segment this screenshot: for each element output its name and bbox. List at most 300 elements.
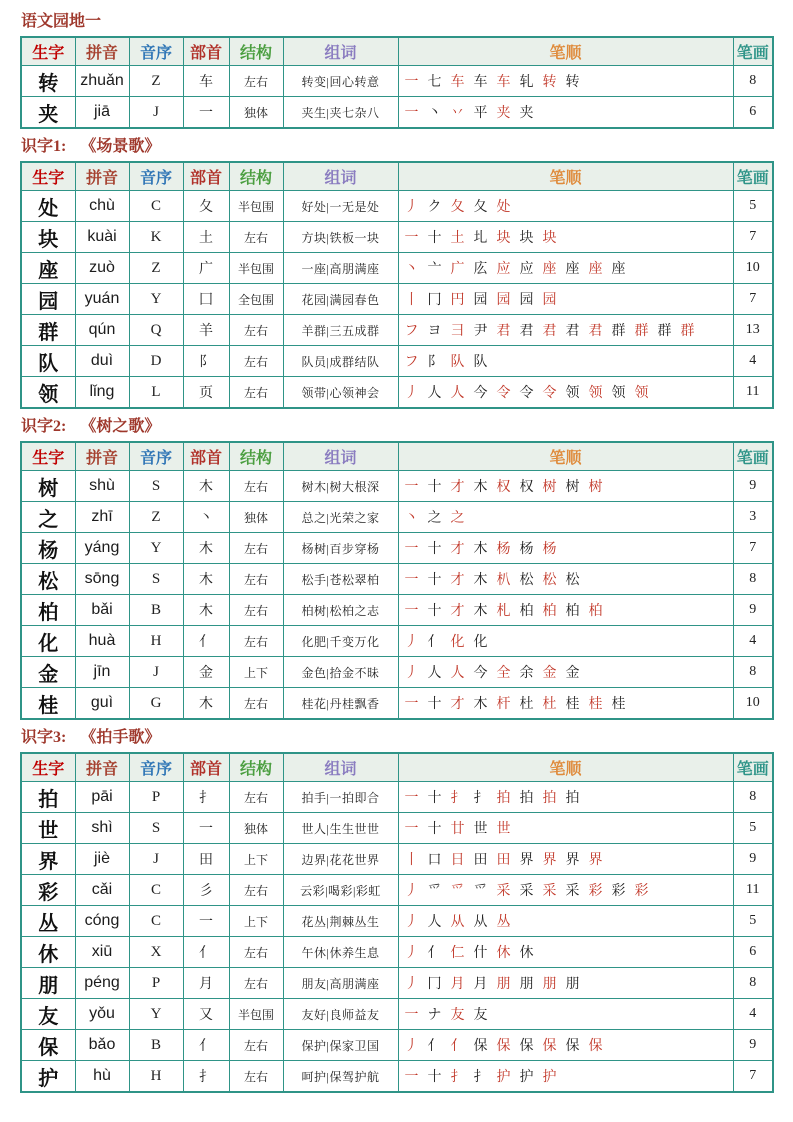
char-cell: 朋 <box>21 968 75 999</box>
column-header-strokes: 笔顺 <box>398 442 733 471</box>
stroke-step: 座 <box>611 262 626 277</box>
alpha-order-cell: Q <box>129 315 183 346</box>
stroke-step: 领 <box>588 386 603 401</box>
char-cell: 杨 <box>21 533 75 564</box>
pinyin-cell: lǐng <box>75 377 129 409</box>
stroke-step: 亻 <box>427 635 442 650</box>
stroke-step: 十 <box>427 1070 442 1085</box>
stroke-step: 世 <box>473 822 488 837</box>
column-header-initial: 音序 <box>129 162 183 191</box>
stroke-step: 柏 <box>565 604 580 619</box>
stroke-step: 才 <box>450 573 465 588</box>
structure-cell: 左右 <box>229 377 283 409</box>
word-group-cell: 松手|苍松翠柏 <box>283 564 398 595</box>
stroke-step: 拍 <box>519 791 534 806</box>
stroke-count-cell: 7 <box>733 1061 773 1093</box>
stroke-step: 应 <box>496 262 511 277</box>
stroke-step: 十 <box>427 697 442 712</box>
pinyin-cell: yáng <box>75 533 129 564</box>
alpha-order-cell: P <box>129 782 183 813</box>
stroke-count-cell: 9 <box>733 471 773 502</box>
pinyin-cell: xiū <box>75 937 129 968</box>
column-header-pinyin: 拼音 <box>75 37 129 66</box>
alpha-order-cell: H <box>129 1061 183 1093</box>
stroke-step: 夂 <box>450 200 465 215</box>
column-header-strokes: 笔顺 <box>398 753 733 782</box>
stroke-order-cell <box>398 906 733 937</box>
radical-cell: 车 <box>183 66 229 97</box>
stroke-step: 柏 <box>542 604 557 619</box>
stroke-order-cell <box>398 813 733 844</box>
structure-cell: 左右 <box>229 222 283 253</box>
stroke-step: 护 <box>519 1070 534 1085</box>
character-row <box>21 657 773 688</box>
stroke-step: 札 <box>496 604 511 619</box>
structure-cell: 左右 <box>229 937 283 968</box>
stroke-step: 座 <box>542 262 557 277</box>
stroke-step: 丿 <box>404 1039 419 1054</box>
radical-cell: 一 <box>183 813 229 844</box>
stroke-step: 采 <box>519 884 534 899</box>
stroke-step: 座 <box>565 262 580 277</box>
stroke-count-cell: 8 <box>733 968 773 999</box>
structure-cell: 左右 <box>229 875 283 906</box>
character-row <box>21 813 773 844</box>
stroke-step: 之 <box>450 511 465 526</box>
stroke-step: 松 <box>565 573 580 588</box>
stroke-step: ク <box>427 200 442 215</box>
stroke-step: 君 <box>519 324 534 339</box>
stroke-count-cell: 4 <box>733 346 773 377</box>
structure-cell: 上下 <box>229 844 283 875</box>
stroke-step: 丿 <box>404 977 419 992</box>
structure-cell: 独体 <box>229 502 283 533</box>
stroke-step: 广 <box>450 262 465 277</box>
column-header-words: 组词 <box>283 37 398 66</box>
character-row <box>21 346 773 377</box>
pinyin-cell: zhī <box>75 502 129 533</box>
stroke-step: フ <box>404 355 419 370</box>
stroke-step: 円 <box>450 293 465 308</box>
column-header-initial: 音序 <box>129 442 183 471</box>
vocab-section <box>20 728 773 1093</box>
stroke-step: 金 <box>565 666 580 681</box>
word-group-cell: 午休|休养生息 <box>283 937 398 968</box>
radical-cell: 扌 <box>183 1061 229 1093</box>
stroke-step: 桂 <box>611 697 626 712</box>
radical-cell: 页 <box>183 377 229 409</box>
radical-cell: 彡 <box>183 875 229 906</box>
stroke-step: 扌 <box>450 1070 465 1085</box>
column-header-count: 笔画 <box>733 753 773 782</box>
stroke-step: 一 <box>404 542 419 557</box>
stroke-count-cell: 3 <box>733 502 773 533</box>
column-header-radical: 部首 <box>183 753 229 782</box>
alpha-order-cell: J <box>129 844 183 875</box>
word-group-cell: 化肥|千变万化 <box>283 626 398 657</box>
stroke-step: 杆 <box>496 697 511 712</box>
stroke-step: 彐 <box>450 324 465 339</box>
stroke-step: 保 <box>565 1039 580 1054</box>
char-cell: 界 <box>21 844 75 875</box>
stroke-count-cell: 5 <box>733 906 773 937</box>
alpha-order-cell: X <box>129 937 183 968</box>
stroke-step: 领 <box>565 386 580 401</box>
stroke-step: 亻 <box>450 1039 465 1054</box>
radical-cell: 一 <box>183 97 229 129</box>
char-cell: 园 <box>21 284 75 315</box>
stroke-step: 冂 <box>427 977 442 992</box>
column-header-count: 笔画 <box>733 442 773 471</box>
stroke-step: 界 <box>542 853 557 868</box>
structure-cell: 独体 <box>229 813 283 844</box>
stroke-step: ヨ <box>427 324 442 339</box>
alpha-order-cell: Y <box>129 999 183 1030</box>
stroke-order-cell <box>398 937 733 968</box>
stroke-step: フ <box>404 324 419 339</box>
radical-cell: 囗 <box>183 284 229 315</box>
word-group-cell: 总之|光荣之家 <box>283 502 398 533</box>
stroke-step: 平 <box>473 106 488 121</box>
stroke-step: 友 <box>450 1008 465 1023</box>
stroke-step: 十 <box>427 573 442 588</box>
stroke-step: 化 <box>473 635 488 650</box>
stroke-count-cell: 6 <box>733 97 773 129</box>
pinyin-cell: huà <box>75 626 129 657</box>
stroke-order-cell <box>398 66 733 97</box>
column-header-structure: 结构 <box>229 442 283 471</box>
stroke-order-cell <box>398 968 733 999</box>
stroke-step: 君 <box>542 324 557 339</box>
section-book-title: 《场景歌》 <box>80 138 161 155</box>
stroke-step: 令 <box>496 386 511 401</box>
stroke-step: 丨 <box>404 293 419 308</box>
word-group-cell: 拍手|一拍即合 <box>283 782 398 813</box>
stroke-order-cell <box>398 346 733 377</box>
stroke-step: 护 <box>542 1070 557 1085</box>
stroke-step: 丨 <box>404 853 419 868</box>
stroke-step: 桂 <box>565 697 580 712</box>
stroke-count-cell: 10 <box>733 253 773 284</box>
section-heading <box>21 12 773 32</box>
alpha-order-cell: C <box>129 191 183 222</box>
stroke-count-cell: 7 <box>733 533 773 564</box>
character-row <box>21 626 773 657</box>
stroke-order-cell <box>398 595 733 626</box>
stroke-step: 余 <box>519 666 534 681</box>
stroke-step: 桂 <box>588 697 603 712</box>
section-heading <box>21 728 773 748</box>
pinyin-cell: chù <box>75 191 129 222</box>
radical-cell: 又 <box>183 999 229 1030</box>
char-cell: 世 <box>21 813 75 844</box>
stroke-step: 保 <box>496 1039 511 1054</box>
radical-cell: 羊 <box>183 315 229 346</box>
stroke-step: 丿 <box>404 915 419 930</box>
stroke-step: 日 <box>450 853 465 868</box>
structure-cell: 左右 <box>229 1061 283 1093</box>
stroke-step: 界 <box>565 853 580 868</box>
stroke-step: 树 <box>588 480 603 495</box>
structure-cell: 上下 <box>229 906 283 937</box>
stroke-count-cell: 5 <box>733 191 773 222</box>
stroke-step: 采 <box>542 884 557 899</box>
word-group-cell: 花丛|荆棘丛生 <box>283 906 398 937</box>
alpha-order-cell: C <box>129 875 183 906</box>
character-row <box>21 782 773 813</box>
char-cell: 化 <box>21 626 75 657</box>
column-header-count: 笔画 <box>733 162 773 191</box>
stroke-step: 朋 <box>542 977 557 992</box>
stroke-count-cell: 9 <box>733 844 773 875</box>
stroke-step: 朋 <box>496 977 511 992</box>
stroke-step: 一 <box>404 1008 419 1023</box>
stroke-count-cell: 6 <box>733 937 773 968</box>
column-header-initial: 音序 <box>129 753 183 782</box>
char-cell: 树 <box>21 471 75 502</box>
stroke-step: 人 <box>427 386 442 401</box>
stroke-step: 庅 <box>473 262 488 277</box>
stroke-order-cell <box>398 657 733 688</box>
column-header-char: 生字 <box>21 753 75 782</box>
stroke-step: 爫 <box>473 884 488 899</box>
char-cell: 群 <box>21 315 75 346</box>
stroke-order-cell <box>398 471 733 502</box>
stroke-count-cell: 5 <box>733 813 773 844</box>
stroke-step: 一 <box>404 1070 419 1085</box>
stroke-step: 口 <box>427 853 442 868</box>
stroke-count-cell: 7 <box>733 284 773 315</box>
pinyin-cell: jīn <box>75 657 129 688</box>
stroke-step: 保 <box>473 1039 488 1054</box>
stroke-step: 杜 <box>519 697 534 712</box>
radical-cell: 木 <box>183 595 229 626</box>
character-row <box>21 968 773 999</box>
stroke-step: 之 <box>427 511 442 526</box>
stroke-step: 木 <box>473 604 488 619</box>
pinyin-cell: pāi <box>75 782 129 813</box>
stroke-step: 应 <box>519 262 534 277</box>
radical-cell: 夂 <box>183 191 229 222</box>
character-row <box>21 471 773 502</box>
pinyin-cell: péng <box>75 968 129 999</box>
stroke-step: 人 <box>450 386 465 401</box>
stroke-step: 夹 <box>519 106 534 121</box>
char-cell: 丛 <box>21 906 75 937</box>
stroke-step: 月 <box>450 977 465 992</box>
stroke-step: 田 <box>496 853 511 868</box>
character-row <box>21 502 773 533</box>
column-header-structure: 结构 <box>229 753 283 782</box>
section-title: 识字2: <box>21 418 67 435</box>
word-group-cell: 花园|满园春色 <box>283 284 398 315</box>
column-header-char: 生字 <box>21 162 75 191</box>
column-header-radical: 部首 <box>183 162 229 191</box>
column-header-count: 笔画 <box>733 37 773 66</box>
structure-cell: 左右 <box>229 66 283 97</box>
stroke-step: 保 <box>588 1039 603 1054</box>
column-header-structure: 结构 <box>229 37 283 66</box>
stroke-order-cell <box>398 533 733 564</box>
stroke-order-cell <box>398 284 733 315</box>
stroke-step: 丿 <box>404 200 419 215</box>
stroke-step: 群 <box>634 324 649 339</box>
word-group-cell: 呵护|保驾护航 <box>283 1061 398 1093</box>
stroke-count-cell: 8 <box>733 657 773 688</box>
radical-cell: 亻 <box>183 626 229 657</box>
word-group-cell: 友好|良师益友 <box>283 999 398 1030</box>
stroke-count-cell: 9 <box>733 1030 773 1061</box>
word-group-cell: 转变|回心转意 <box>283 66 398 97</box>
stroke-step: 木 <box>473 573 488 588</box>
stroke-order-cell <box>398 875 733 906</box>
character-row <box>21 906 773 937</box>
stroke-step: 彩 <box>634 884 649 899</box>
word-group-cell: 桂花|丹桂飘香 <box>283 688 398 720</box>
stroke-step: 木 <box>473 697 488 712</box>
alpha-order-cell: P <box>129 968 183 999</box>
character-row <box>21 284 773 315</box>
stroke-step: 杨 <box>542 542 557 557</box>
character-row <box>21 533 773 564</box>
stroke-step: 月 <box>473 977 488 992</box>
character-row <box>21 1030 773 1061</box>
stroke-count-cell: 8 <box>733 782 773 813</box>
stroke-step: 松 <box>542 573 557 588</box>
stroke-step: 君 <box>565 324 580 339</box>
alpha-order-cell: S <box>129 564 183 595</box>
stroke-step: 木 <box>473 480 488 495</box>
stroke-step: 扌 <box>473 791 488 806</box>
character-row <box>21 315 773 346</box>
character-row <box>21 564 773 595</box>
character-row <box>21 1061 773 1093</box>
stroke-step: 园 <box>542 293 557 308</box>
section-heading <box>21 417 773 437</box>
column-header-pinyin: 拼音 <box>75 753 129 782</box>
stroke-step: 块 <box>519 231 534 246</box>
stroke-step: 今 <box>473 386 488 401</box>
stroke-order-cell <box>398 377 733 409</box>
character-row <box>21 875 773 906</box>
stroke-step: 一 <box>404 106 419 121</box>
stroke-step: 护 <box>496 1070 511 1085</box>
alpha-order-cell: L <box>129 377 183 409</box>
stroke-step: 爫 <box>427 884 442 899</box>
stroke-step: 化 <box>450 635 465 650</box>
stroke-step: 丶 <box>427 106 442 121</box>
char-cell: 休 <box>21 937 75 968</box>
alpha-order-cell: B <box>129 1030 183 1061</box>
pinyin-cell: kuài <box>75 222 129 253</box>
stroke-step: 丿 <box>404 635 419 650</box>
word-group-cell: 保护|保家卫国 <box>283 1030 398 1061</box>
structure-cell: 左右 <box>229 968 283 999</box>
stroke-step: 丿 <box>404 386 419 401</box>
stroke-order-cell <box>398 626 733 657</box>
stroke-order-cell <box>398 688 733 720</box>
stroke-step: 田 <box>473 853 488 868</box>
structure-cell: 左右 <box>229 782 283 813</box>
word-group-cell: 好处|一无是处 <box>283 191 398 222</box>
radical-cell: 土 <box>183 222 229 253</box>
stroke-step: 世 <box>496 822 511 837</box>
stroke-step: 人 <box>450 666 465 681</box>
structure-cell: 左右 <box>229 533 283 564</box>
stroke-step: 群 <box>657 324 672 339</box>
stroke-order-cell <box>398 502 733 533</box>
stroke-step: 一 <box>404 697 419 712</box>
pinyin-cell: yuán <box>75 284 129 315</box>
stroke-step: 十 <box>427 791 442 806</box>
word-group-cell: 柏树|松柏之志 <box>283 595 398 626</box>
vocab-table <box>20 441 774 720</box>
stroke-step: 什 <box>473 946 488 961</box>
radical-cell: 亻 <box>183 1030 229 1061</box>
stroke-step: 从 <box>450 915 465 930</box>
stroke-step: 转 <box>565 75 580 90</box>
stroke-step: 松 <box>519 573 534 588</box>
stroke-step: 七 <box>427 75 442 90</box>
char-cell: 松 <box>21 564 75 595</box>
stroke-step: 权 <box>496 480 511 495</box>
stroke-step: 权 <box>519 480 534 495</box>
stroke-step: 十 <box>427 822 442 837</box>
word-group-cell: 树木|树大根深 <box>283 471 398 502</box>
structure-cell: 上下 <box>229 657 283 688</box>
stroke-step: ナ <box>427 1008 442 1023</box>
section-book-title: 《树之歌》 <box>80 418 161 435</box>
char-cell: 座 <box>21 253 75 284</box>
char-cell: 转 <box>21 66 75 97</box>
stroke-order-cell <box>398 999 733 1030</box>
word-group-cell: 羊群|三五成群 <box>283 315 398 346</box>
stroke-step: 采 <box>496 884 511 899</box>
alpha-order-cell: Z <box>129 502 183 533</box>
stroke-step: 扌 <box>450 791 465 806</box>
stroke-step: 君 <box>588 324 603 339</box>
structure-cell: 左右 <box>229 315 283 346</box>
stroke-step: 十 <box>427 604 442 619</box>
pinyin-cell: guì <box>75 688 129 720</box>
stroke-step: 树 <box>542 480 557 495</box>
column-header-structure: 结构 <box>229 162 283 191</box>
section-book-title: 《拍手歌》 <box>80 729 161 746</box>
stroke-step: 杜 <box>542 697 557 712</box>
stroke-step: 采 <box>565 884 580 899</box>
stroke-step: 柏 <box>519 604 534 619</box>
stroke-step: 座 <box>588 262 603 277</box>
stroke-count-cell: 7 <box>733 222 773 253</box>
stroke-step: 朋 <box>519 977 534 992</box>
stroke-step: 拍 <box>565 791 580 806</box>
column-header-radical: 部首 <box>183 442 229 471</box>
stroke-step: 人 <box>427 915 442 930</box>
stroke-step: 一 <box>404 822 419 837</box>
stroke-step: 彩 <box>588 884 603 899</box>
structure-cell: 左右 <box>229 626 283 657</box>
pinyin-cell: zhuǎn <box>75 66 129 97</box>
char-cell: 领 <box>21 377 75 409</box>
character-row <box>21 191 773 222</box>
stroke-step: 休 <box>519 946 534 961</box>
pinyin-cell: jiè <box>75 844 129 875</box>
alpha-order-cell: Z <box>129 66 183 97</box>
alpha-order-cell: J <box>129 657 183 688</box>
stroke-step: 丿 <box>404 884 419 899</box>
radical-cell: 扌 <box>183 782 229 813</box>
stroke-order-cell <box>398 1030 733 1061</box>
